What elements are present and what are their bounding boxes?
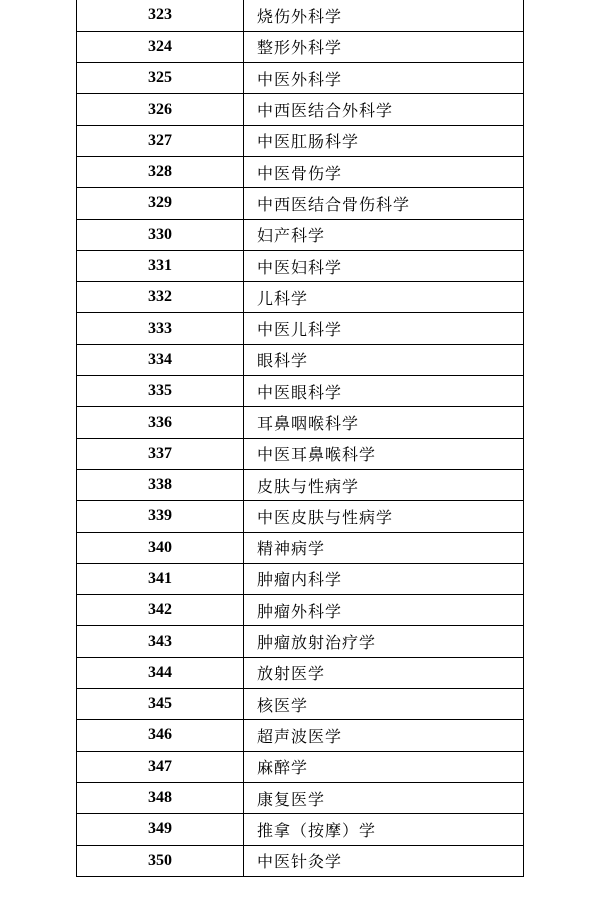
- row-name: 麻醉学: [244, 751, 524, 782]
- row-name: 中医针灸学: [244, 845, 524, 876]
- table-row: [77, 501, 524, 532]
- table-row: [77, 814, 524, 845]
- row-name: 皮肤与性病学: [244, 469, 524, 500]
- row-code: 338: [77, 469, 244, 500]
- row-name: 肿瘤外科学: [244, 595, 524, 626]
- row-code: 335: [77, 376, 244, 407]
- row-code: 340: [77, 532, 244, 563]
- table-row: [77, 156, 524, 187]
- row-code: 343: [77, 626, 244, 657]
- table-row: [77, 0, 524, 31]
- row-code: 342: [77, 595, 244, 626]
- table-row: [77, 720, 524, 751]
- table-row: [77, 438, 524, 469]
- row-code: 344: [77, 657, 244, 688]
- table-row: [77, 376, 524, 407]
- table-row: [77, 313, 524, 344]
- row-name: 中医儿科学: [244, 313, 524, 344]
- table-row: [77, 282, 524, 313]
- row-code: 327: [77, 125, 244, 156]
- row-code: 326: [77, 94, 244, 125]
- table-row: [77, 751, 524, 782]
- row-code: 345: [77, 689, 244, 720]
- row-name: 康复医学: [244, 782, 524, 813]
- row-code: 332: [77, 282, 244, 313]
- table-row: [77, 469, 524, 500]
- row-name: 中西医结合外科学: [244, 94, 524, 125]
- table-row: [77, 31, 524, 62]
- specialty-table-body: [77, 0, 524, 876]
- table-row: [77, 188, 524, 219]
- row-code: 339: [77, 501, 244, 532]
- specialty-table-container: [76, 0, 523, 877]
- row-code: 325: [77, 63, 244, 94]
- row-code: 329: [77, 188, 244, 219]
- table-row: [77, 626, 524, 657]
- row-code: 336: [77, 407, 244, 438]
- row-code: 330: [77, 219, 244, 250]
- row-name: 中医妇科学: [244, 250, 524, 281]
- row-name: 中医耳鼻喉科学: [244, 438, 524, 469]
- row-name: 中西医结合骨伤科学: [244, 188, 524, 219]
- table-row: [77, 563, 524, 594]
- row-name: 核医学: [244, 689, 524, 720]
- row-name: 放射医学: [244, 657, 524, 688]
- row-name: 精神病学: [244, 532, 524, 563]
- row-name: 肿瘤内科学: [244, 563, 524, 594]
- row-code: 341: [77, 563, 244, 594]
- row-code: 337: [77, 438, 244, 469]
- table-row: [77, 344, 524, 375]
- row-name: 中医肛肠科学: [244, 125, 524, 156]
- row-code: 348: [77, 782, 244, 813]
- row-name: 推拿（按摩）学: [244, 814, 524, 845]
- row-code: 328: [77, 156, 244, 187]
- table-row: [77, 94, 524, 125]
- row-name: 耳鼻咽喉科学: [244, 407, 524, 438]
- table-row: [77, 532, 524, 563]
- row-code: 346: [77, 720, 244, 751]
- table-row: [77, 63, 524, 94]
- row-code: 334: [77, 344, 244, 375]
- table-row: [77, 219, 524, 250]
- row-name: 整形外科学: [244, 31, 524, 62]
- table-row: [77, 125, 524, 156]
- table-row: [77, 845, 524, 876]
- table-row: [77, 782, 524, 813]
- table-row: [77, 595, 524, 626]
- row-name: 中医外科学: [244, 63, 524, 94]
- row-name: 眼科学: [244, 344, 524, 375]
- row-code: 349: [77, 814, 244, 845]
- row-name: 烧伤外科学: [244, 0, 524, 31]
- table-row: [77, 250, 524, 281]
- specialty-table: [76, 0, 524, 877]
- row-code: 350: [77, 845, 244, 876]
- row-code: 323: [77, 0, 244, 31]
- row-code: 324: [77, 31, 244, 62]
- table-row: [77, 657, 524, 688]
- row-name: 肿瘤放射治疗学: [244, 626, 524, 657]
- row-code: 347: [77, 751, 244, 782]
- row-name: 儿科学: [244, 282, 524, 313]
- row-name: 妇产科学: [244, 219, 524, 250]
- row-name: 超声波医学: [244, 720, 524, 751]
- row-name: 中医皮肤与性病学: [244, 501, 524, 532]
- table-row: [77, 689, 524, 720]
- row-name: 中医眼科学: [244, 376, 524, 407]
- row-code: 333: [77, 313, 244, 344]
- row-code: 331: [77, 250, 244, 281]
- row-name: 中医骨伤学: [244, 156, 524, 187]
- table-row: [77, 407, 524, 438]
